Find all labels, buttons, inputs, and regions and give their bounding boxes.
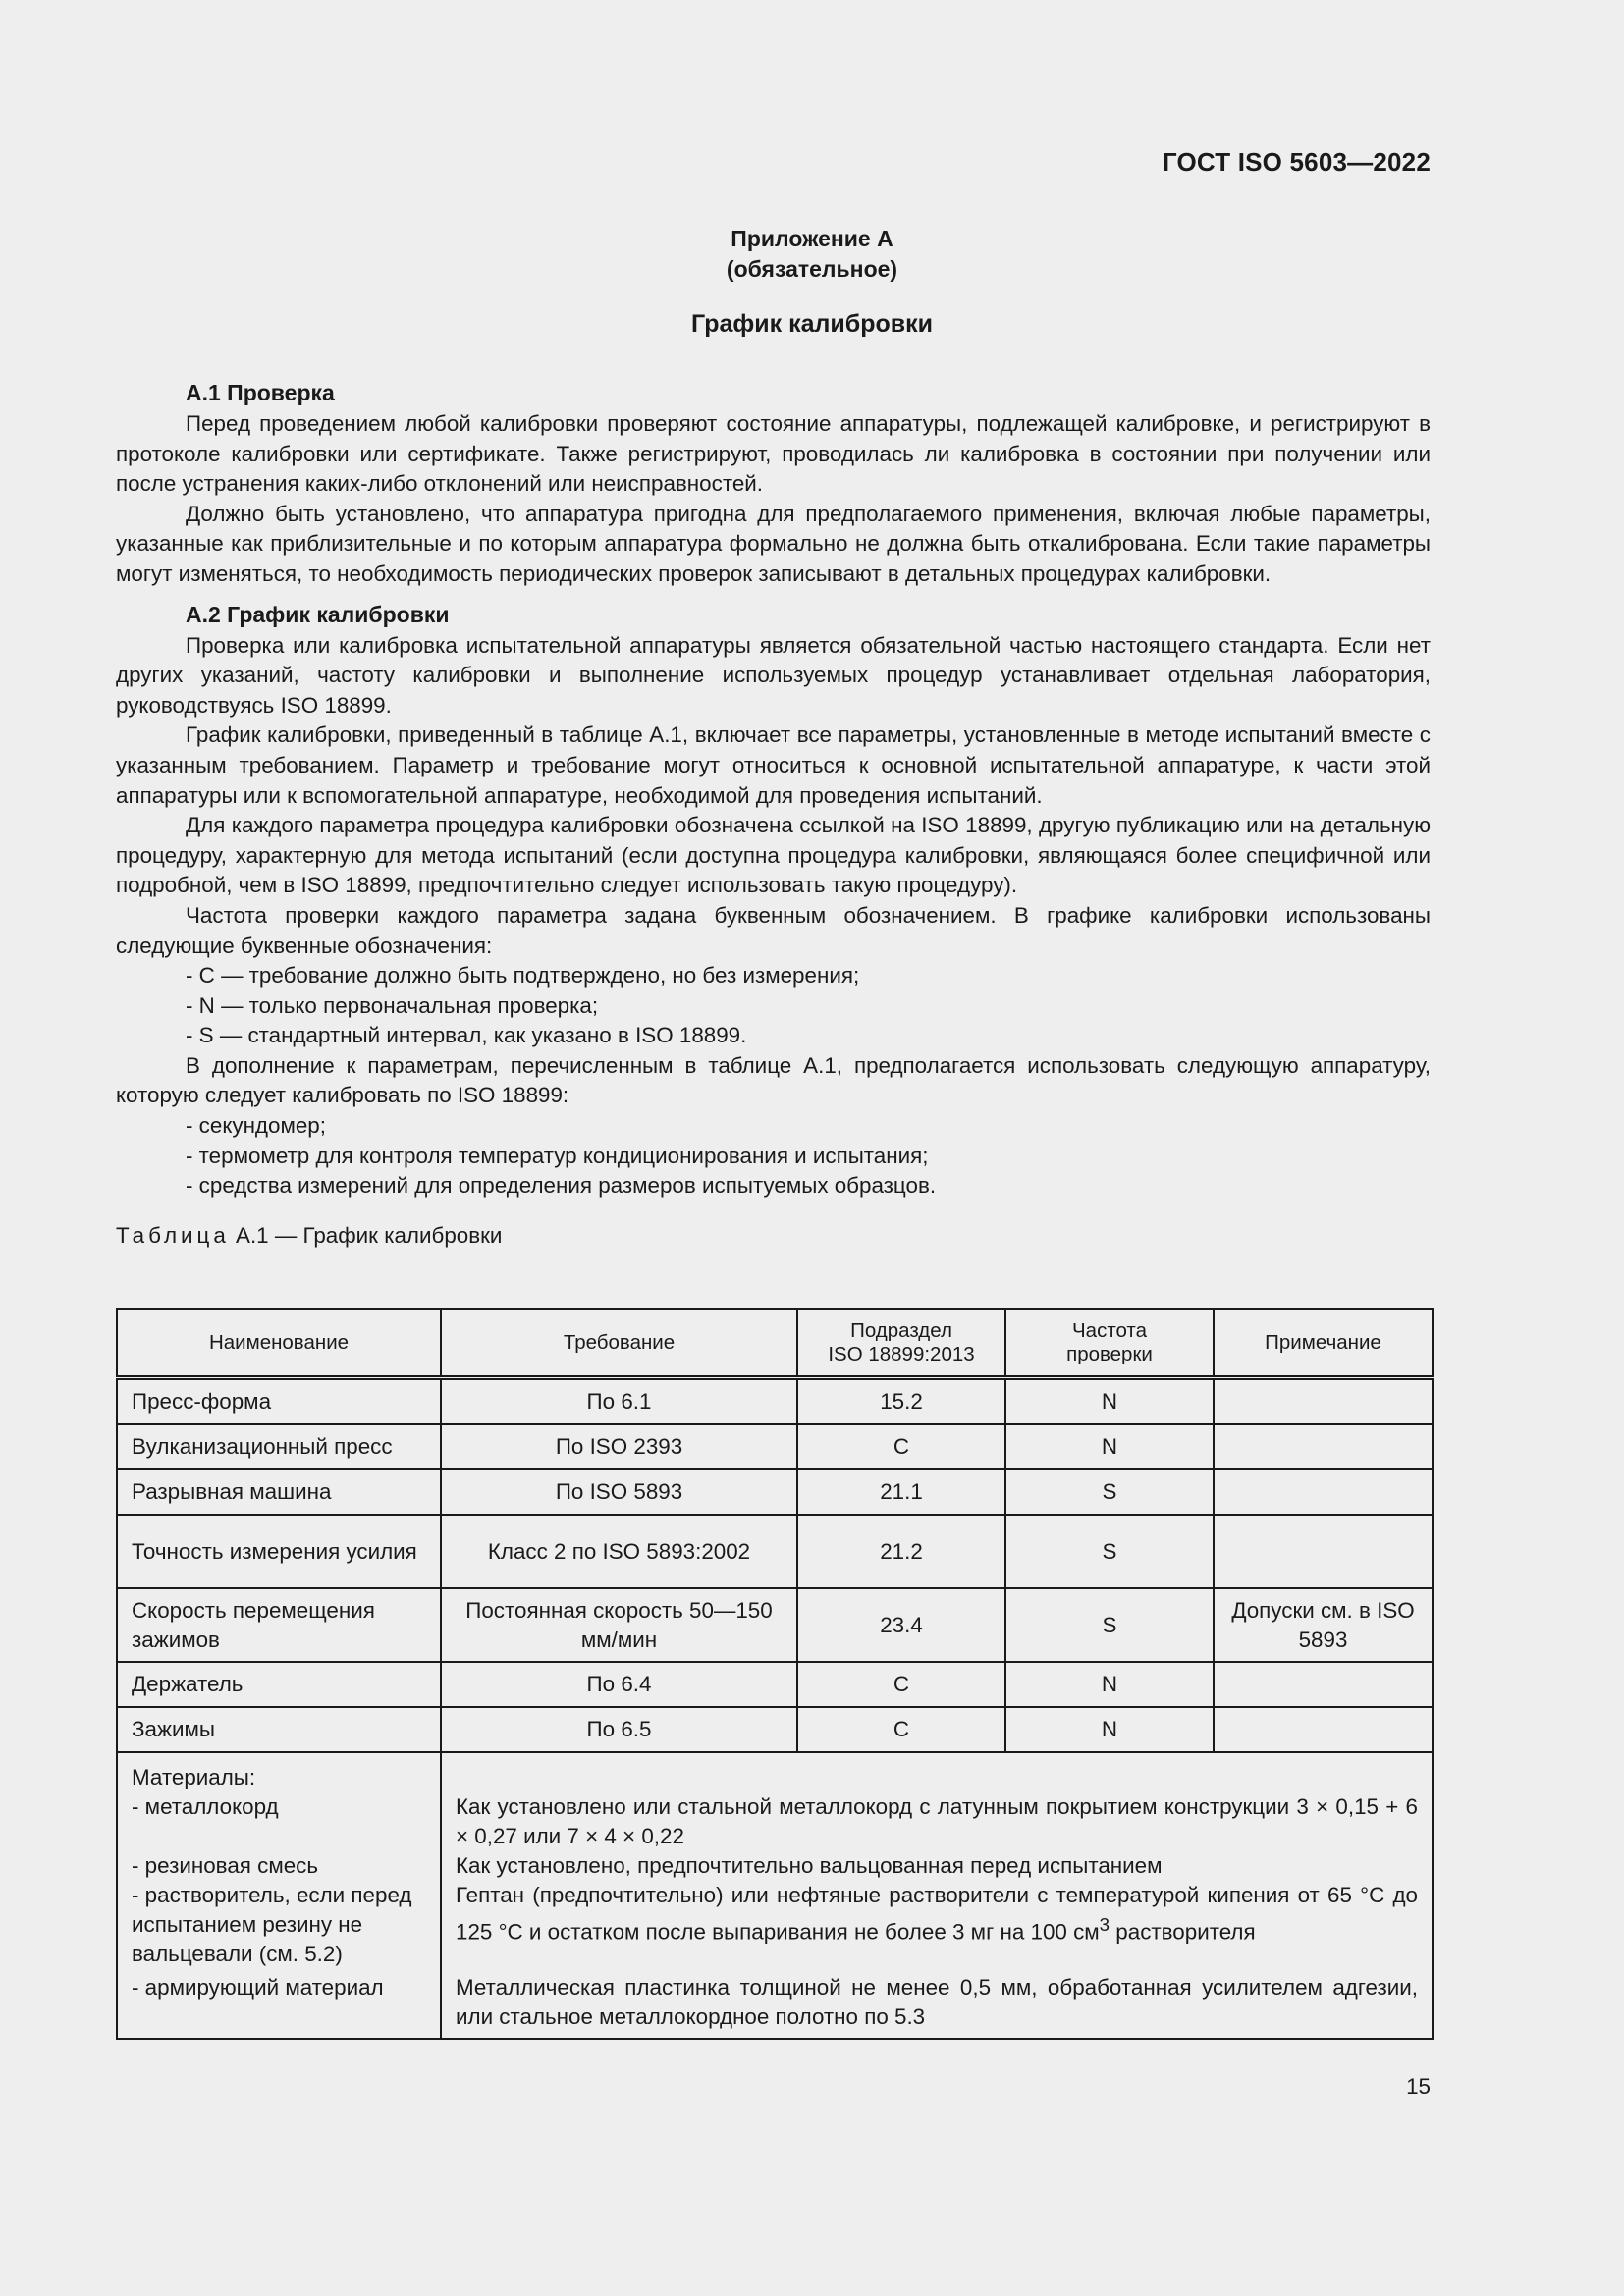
- material-text-reinforce: Металлическая пластинка толщиной не менее 0,5 мм, обработанная усилителем адгезии, или стальное металлокордное полотно по 5.3: [456, 1975, 1418, 2029]
- paragraph: Перед проведением любой калибровки проверяют состояние аппаратуры, подлежащей калибровке, и регистрируют в протоколе калибровки или сертификате. Также регистрируют, проводилась ли калибровка в состоянии при получении или после устранения каких-либо отклонений или неисправностей.: [116, 411, 1431, 497]
- materials-heading: Материалы:: [132, 1765, 256, 1789]
- material-text-rubber: Как установлено, предпочтительно вальцованная перед испытанием: [456, 1853, 1163, 1878]
- section-a2-heading: А.2 График калибровки: [186, 601, 450, 627]
- cell-note: [1214, 1662, 1433, 1707]
- table-caption-text: А.1 — График калибровки: [236, 1222, 503, 1248]
- cell-requirement: По ISO 5893: [441, 1469, 797, 1515]
- cell-name: Скорость перемещения зажимов: [117, 1588, 441, 1662]
- list-item: - секундомер;: [186, 1113, 326, 1139]
- cell-note: Допуски см. в ISO 5893: [1214, 1588, 1433, 1662]
- cell-subsection: С: [797, 1662, 1005, 1707]
- cell-frequency: S: [1005, 1515, 1214, 1588]
- paragraph: Должно быть установлено, что аппаратура пригодна для предполагаемого применения, включая любые параметры, указанные как приблизительные и по которым аппаратура формально не должна быть откалибрована. Если такие параметры могут изменяться, то необходимость периодических проверок записывают в детальных процедурах калибровки.: [116, 501, 1431, 586]
- cell-note: [1214, 1378, 1433, 1425]
- list-item: - N — только первоначальная проверка;: [186, 992, 599, 1018]
- cell-frequency: S: [1005, 1588, 1214, 1662]
- section-a1-heading: А.1 Проверка: [186, 380, 335, 405]
- solvent-text-a: Гептан (предпочтительно) или нефтяные растворители с температурой кипения от 65 °C до 125 °C и остатком после выпаривания не более 3 мг на 100 см: [456, 1883, 1418, 1945]
- paragraph: Для каждого параметра процедура калибровки обозначена ссылкой на ISO 18899, другую публикацию или на детальную процедуру, характерную для метода испытаний (если доступна процедура калибровки, являющаяся более специфичной или подробной, чем в ISO 18899, предпочтительно следует использовать такую процедуру).: [116, 813, 1431, 898]
- table-row: [117, 1588, 1433, 1662]
- cell-note: [1214, 1515, 1433, 1588]
- material-text-solvent: [456, 1881, 1418, 1973]
- table-caption: [116, 1221, 1431, 1251]
- header-requirement: Требование: [441, 1309, 797, 1378]
- table-header-row: [117, 1309, 1433, 1378]
- cell-note: [1214, 1469, 1433, 1515]
- cell-frequency: N: [1005, 1662, 1214, 1707]
- cell-subsection: 21.2: [797, 1515, 1005, 1588]
- materials-values-cell: [441, 1752, 1433, 2039]
- cell-subsection: С: [797, 1424, 1005, 1469]
- solvent-superscript: 3: [1099, 1914, 1110, 1935]
- cell-name: Держатель: [117, 1662, 441, 1707]
- table-row: [117, 1469, 1433, 1515]
- cell-note: [1214, 1707, 1433, 1752]
- list-item: - средства измерений для определения размеров испытуемых образцов.: [186, 1173, 937, 1199]
- cell-subsection: 15.2: [797, 1378, 1005, 1425]
- appendix-heading: [0, 224, 1624, 285]
- materials-labels-cell: [117, 1752, 441, 2039]
- page-number: 15: [1406, 2074, 1431, 2099]
- page-title: График калибровки: [691, 310, 933, 338]
- table-row: [117, 1378, 1433, 1425]
- paragraph: Частота проверки каждого параметра задана буквенным обозначением. В графике калибровки использованы следующие буквенные обозначения:: [116, 902, 1431, 958]
- document-standard-code: ГОСТ ISO 5603—2022: [1162, 147, 1431, 177]
- header-subsection-line2: ISO 18899:2013: [828, 1343, 975, 1365]
- header-subsection-line1: Подраздел: [850, 1319, 952, 1342]
- header-note: Примечание: [1214, 1309, 1433, 1378]
- cell-requirement: По 6.4: [441, 1662, 797, 1707]
- paragraph: В дополнение к параметрам, перечисленным в таблице А.1, предполагается использовать следующую аппаратуру, которую следует калибровать по ISO 18899:: [116, 1052, 1431, 1108]
- material-label-reinforce: - армирующий материал: [132, 1975, 384, 2000]
- cell-subsection: 21.1: [797, 1469, 1005, 1515]
- header-frequency: [1005, 1309, 1214, 1378]
- cell-name: Точность измерения усилия: [117, 1515, 441, 1588]
- materials-spacer: [456, 1763, 1418, 1792]
- cell-requirement: По ISO 2393: [441, 1424, 797, 1469]
- materials-row: [117, 1752, 1433, 2039]
- document-body: [116, 377, 1431, 1251]
- cell-frequency: S: [1005, 1469, 1214, 1515]
- cell-subsection: С: [797, 1707, 1005, 1752]
- paragraph: Проверка или калибровка испытательной аппаратуры является обязательной частью настоящего стандарта. Если нет других указаний, частоту калибровки и выполнение используемых процедур устанавливает отдельная лаборатория, руководствуясь ISO 18899.: [116, 632, 1431, 718]
- table-caption-prefix: Таблица: [116, 1222, 230, 1248]
- header-subsection: [797, 1309, 1005, 1378]
- cell-name: Разрывная машина: [117, 1469, 441, 1515]
- cell-requirement: Постоянная скорость 50—150 мм/мин: [441, 1588, 797, 1662]
- table-row: [117, 1424, 1433, 1469]
- material-text-cord: Как установлено или стальной металлокорд с латунным покрытием конструкции 3 × 0,15 + 6 × 0,27 или 7 × 4 × 0,22: [456, 1794, 1418, 1848]
- cell-requirement: По 6.1: [441, 1378, 797, 1425]
- table-row: [117, 1515, 1433, 1588]
- header-frequency-line1: Частота: [1072, 1319, 1147, 1342]
- cell-subsection: 23.4: [797, 1588, 1005, 1662]
- cell-requirement: Класс 2 по ISO 5893:2002: [441, 1515, 797, 1588]
- calibration-table: [116, 1308, 1434, 2040]
- cell-frequency: N: [1005, 1424, 1214, 1469]
- cell-requirement: По 6.5: [441, 1707, 797, 1752]
- table-row: [117, 1662, 1433, 1707]
- paragraph: График калибровки, приведенный в таблице А.1, включает все параметры, установленные в методе испытаний вместе с указанным требованием. Параметр и требование могут относиться к основной испытательной аппаратуре, к части этой аппаратуры или к вспомогательной аппаратуре, необходимой для проведения испытаний.: [116, 722, 1431, 808]
- material-label-rubber: - резиновая смесь: [132, 1853, 319, 1878]
- list-item: - С — требование должно быть подтверждено, но без измерения;: [186, 963, 860, 988]
- cell-frequency: N: [1005, 1378, 1214, 1425]
- list-item: - термометр для контроля температур кондиционирования и испытания;: [186, 1143, 929, 1168]
- table-row: [117, 1707, 1433, 1752]
- header-frequency-line2: проверки: [1066, 1343, 1153, 1365]
- cell-frequency: N: [1005, 1707, 1214, 1752]
- solvent-text-b: растворителя: [1110, 1919, 1256, 1945]
- material-label-solvent: - растворитель, если перед испытанием резину не вальцевали (см. 5.2): [132, 1883, 412, 1966]
- list-item: - S — стандартный интервал, как указано в ISO 18899.: [186, 1023, 747, 1048]
- appendix-label: Приложение А: [731, 226, 893, 251]
- cell-note: [1214, 1424, 1433, 1469]
- header-name: Наименование: [117, 1309, 441, 1378]
- appendix-status: (обязательное): [726, 256, 898, 282]
- cell-name: Вулканизационный пресс: [117, 1424, 441, 1469]
- cell-name: Пресс-форма: [117, 1378, 441, 1425]
- material-label-cord: - металлокорд: [132, 1794, 279, 1819]
- cell-name: Зажимы: [117, 1707, 441, 1752]
